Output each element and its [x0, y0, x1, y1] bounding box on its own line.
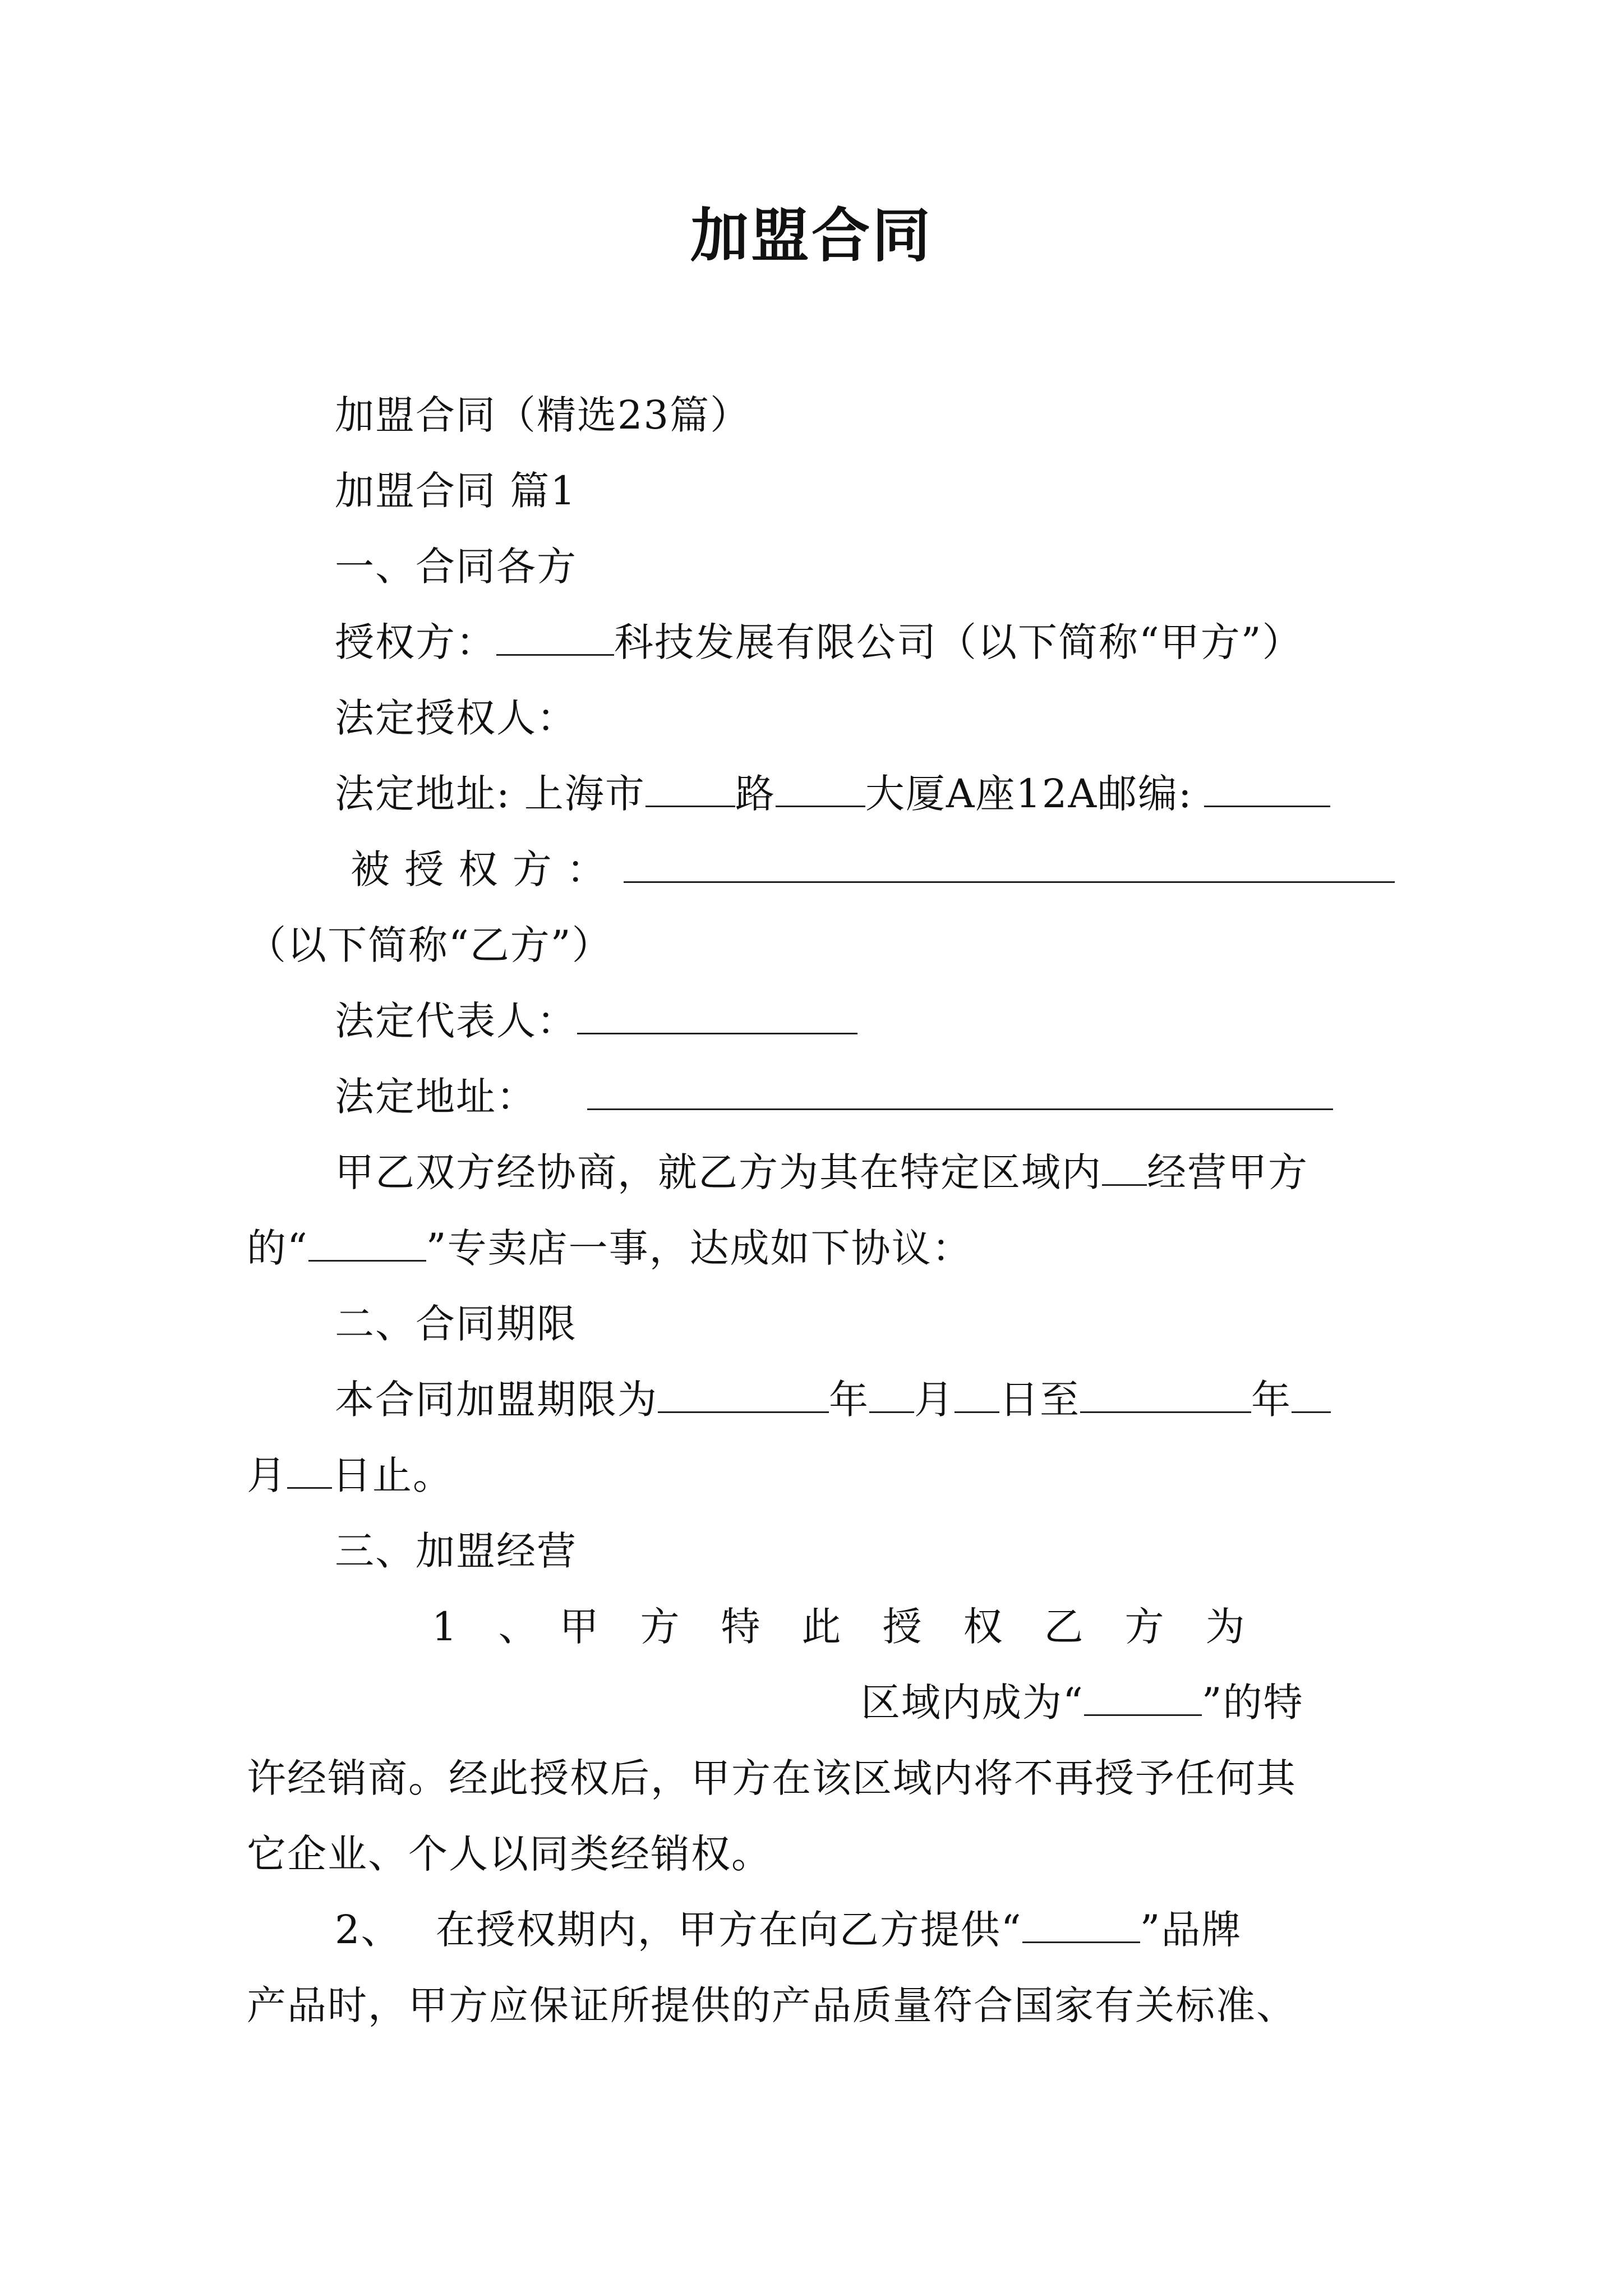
operation-item-2-text: 2、 在授权期内，甲方在向乙方提供“ [335, 1907, 1022, 1953]
legal-representative-label: 法定代表人： [335, 998, 577, 1044]
blank-underline [645, 773, 735, 807]
term-line-1 [335, 1372, 1331, 1428]
subtitle-text: 加盟合同（精选23篇） [335, 392, 751, 438]
year-text: 年 [829, 1377, 869, 1423]
operation-item-2-line-2 [247, 1977, 1297, 2033]
licensor-label: 授权方： [335, 619, 496, 665]
operation-item-2-line-1 [335, 1902, 1242, 1958]
store-quote-open: 的“ [247, 1225, 308, 1271]
blank-underline [1022, 1909, 1140, 1943]
subtitle-line [335, 387, 750, 443]
legal-authorizer-label: 法定授权人： [335, 695, 577, 741]
agreement-intro-text-cont: 经营甲方 [1147, 1149, 1308, 1195]
blank-underline [577, 1000, 857, 1034]
operation-item-1-cont: 许经销商。经此授权后，甲方在该区域内将不再授予任何其 [247, 1755, 1297, 1801]
clause-heading-text: 二、合同期限 [335, 1301, 577, 1347]
blank-underline [587, 1076, 1333, 1110]
road-text: 路 [735, 771, 776, 817]
blank-underline [1292, 1379, 1331, 1413]
blank-underline [1102, 1152, 1147, 1186]
licensee-abbrev-line [247, 917, 612, 973]
agreement-intro-line-1 [335, 1144, 1308, 1200]
blank-underline [1084, 1682, 1202, 1716]
dealer-text: ”的特 [1201, 1680, 1304, 1726]
day-end-text: 日止。 [332, 1452, 453, 1498]
operation-item-1-line-1 [432, 1599, 1246, 1655]
operation-item-1-line-4 [247, 1826, 772, 1882]
clause-heading-parties [335, 539, 577, 595]
section-heading-part1 [335, 463, 577, 519]
blank-underline [496, 622, 614, 656]
operation-item-1-end: 它企业、个人以同类经销权。 [247, 1831, 772, 1877]
operation-item-1-text: 1 、 甲 方 特 此 授 权 乙 方 为 [432, 1604, 1246, 1650]
address-label: 法定地址: 上海市 [335, 771, 645, 817]
licensee-address-label: 法定地址： [335, 1074, 537, 1120]
document-title: 加盟合同 [690, 201, 933, 270]
licensor-company-text: 科技发展有限公司（以下简称“甲方”） [614, 619, 1303, 665]
blank-underline [1204, 773, 1330, 807]
licensee-label: 被 授 权 方 ： [351, 846, 607, 892]
blank-underline [287, 1455, 332, 1489]
agreement-intro-text: 甲乙双方经协商，就乙方为其在特定区域内 [335, 1149, 1102, 1195]
building-postcode-text: 大厦A座12A邮编: [865, 771, 1193, 817]
licensor-line [335, 614, 1303, 670]
clause-heading-operation [335, 1523, 577, 1579]
year-text: 年 [1251, 1377, 1292, 1423]
licensee-line [351, 841, 1395, 898]
blank-underline [624, 849, 1395, 883]
month-text: 月 [247, 1452, 287, 1498]
clause-heading-text: 三、加盟经营 [335, 1528, 577, 1574]
blank-underline [658, 1379, 829, 1413]
operation-item-1-line-2 [861, 1674, 1304, 1731]
term-line-2 [247, 1447, 453, 1503]
brand-text: ”品牌 [1140, 1907, 1242, 1953]
store-quote-close: ”专卖店一事，达成如下协议： [426, 1225, 972, 1271]
licensor-address-line [335, 766, 1330, 822]
operation-item-2-cont: 产品时，甲方应保证所提供的产品质量符合国家有关标准、 [247, 1982, 1297, 2028]
month-text: 月 [914, 1377, 955, 1423]
blank-underline [955, 1379, 999, 1413]
term-text: 本合同加盟期限为 [335, 1377, 658, 1423]
region-text: 区域内成为“ [861, 1680, 1084, 1726]
day-to-text: 日至 [999, 1377, 1080, 1423]
blank-underline [776, 773, 865, 807]
part-heading-text: 加盟合同 篇1 [335, 468, 577, 514]
clause-heading-term [335, 1296, 577, 1352]
licensee-address-line [335, 1069, 1333, 1125]
legal-representative-line [335, 993, 857, 1049]
clause-heading-text: 一、合同各方 [335, 544, 577, 590]
blank-underline [869, 1379, 914, 1413]
legal-authorizer-line [335, 690, 577, 746]
blank-underline [308, 1227, 426, 1262]
blank-underline [1080, 1379, 1251, 1413]
licensee-abbrev-text: （以下简称“乙方”） [247, 922, 612, 968]
operation-item-1-line-3 [247, 1750, 1297, 1806]
agreement-intro-line-2 [247, 1220, 972, 1276]
